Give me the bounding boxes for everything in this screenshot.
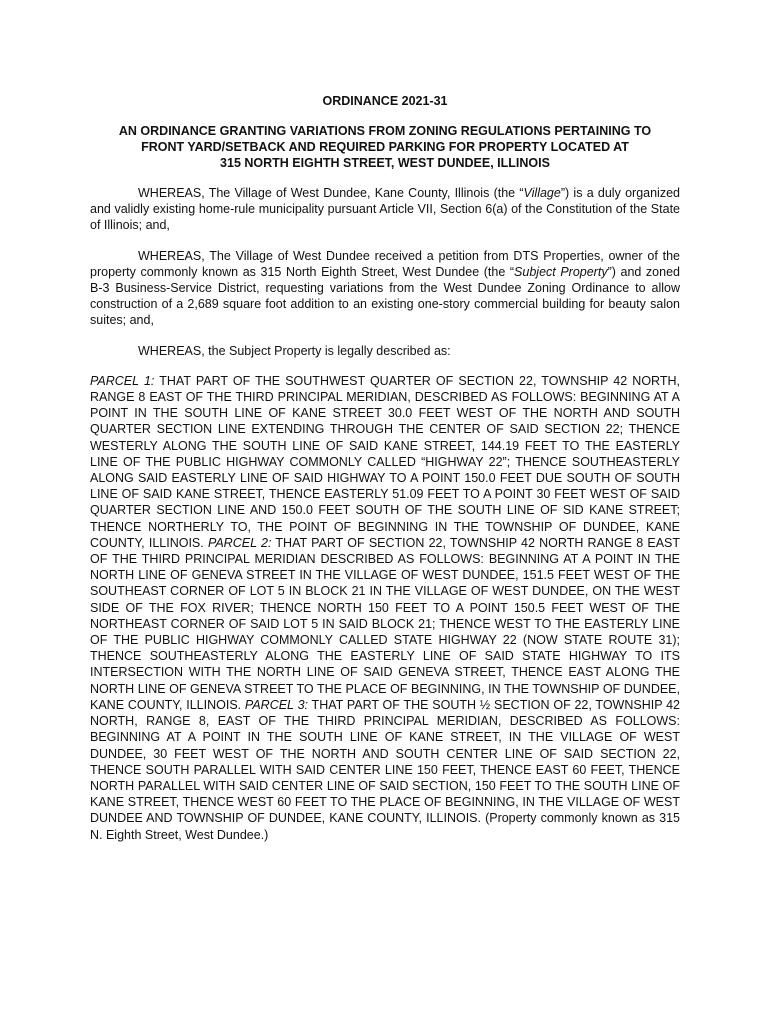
whereas-paragraph-1: WHEREAS, The Village of West Dundee, Kane County, Illinois (the “Village”) is a duly organized and validly existing home-rule municipality pursuant Article VII, Section 6(a) of the Constitution of the State of Illinois; and, <box>90 186 680 233</box>
parcel-1-label: PARCEL 1: <box>90 373 155 388</box>
parcel-3-text: THAT PART OF THE SOUTH ½ SECTION OF 22, TOWNSHIP 42 NORTH, RANGE 8, EAST OF THE THIRD PRINCIPAL MERIDIAN, DESCRIBED AS FOLLOWS: BEGINNING AT A POINT IN THE SOUTH LINE OF KANE STREET, IN THE VILLAGE OF WEST DUNDEE, 30 FEET WEST OF THE NORTH AND SOUTH CENTER LINE OF SAID SECTION 22, THENCE SOUTH PARALLEL WITH SAID CENTER LINE 150 FEET, THENCE EAST 60 FEET, THENCE NORTH PARALLEL WITH SAID CENTER LINE OF SAID SECTION, 150 FEET TO THE SOUTH LINE OF KANE STREET, THENCE WEST 60 FEET TO THE PLACE OF BEGINNING, IN THE VILLAGE OF WEST DUNDEE AND TOWNSHIP OF DUNDEE, KANE COUNTY, ILLINOIS. (Property commonly known as 315 N. Eighth Street, West Dundee.) <box>90 697 681 842</box>
ordinance-subtitle <box>90 123 680 171</box>
subtitle-line: FRONT YARD/SETBACK AND REQUIRED PARKING FOR PROPERTY LOCATED AT <box>141 140 629 154</box>
defined-term-village: Village <box>523 186 561 200</box>
legal-description <box>90 373 680 843</box>
parcel-2-label: PARCEL 2: <box>207 535 272 550</box>
parcel-3-label: PARCEL 3: <box>244 697 308 712</box>
parcel-2-text: THAT PART OF SECTION 22, TOWNSHIP 42 NORTH RANGE 8 EAST OF THE THIRD PRINCIPAL MERIDIAN DESCRIBED AS FOLLOWS: BEGINNING AT A POINT IN THE NORTH LINE OF GENEVA STREET IN THE VILLAGE OF WEST DUNDEE, 151.5 FEET WEST OF THE SOUTHEAST CORNER OF LOT 5 IN BLOCK 21 IN THE VILLAGE OF WEST DUNDEE, ON THE WEST SIDE OF THE FOX RIVER; THENCE NORTH 150 FEET TO A POINT 150.5 FEET WEST OF THE NORTHEAST CORNER OF SAID LOT 5 IN SAID BLOCK 21; THENCE WEST TO THE EASTERLY LINE OF THE PUBLIC HIGHWAY COMMONLY CALLED STATE HIGHWAY 22 (NOW STATE ROUTE 31); THENCE SOUTHEASTERLY ALONG THE EASTERLY LINE OF SAID STATE HIGHWAY TO ITS INTERSECTION WITH THE NORTH LINE OF SAID GENEVA STREET, THENCE EAST ALONG THE NORTH LINE OF GENEVA STREET TO THE PLACE OF BEGINNING, IN THE TOWNSHIP OF DUNDEE, KANE COUNTY, ILLINOIS. <box>90 535 681 712</box>
subtitle-line: AN ORDINANCE GRANTING VARIATIONS FROM ZONING REGULATIONS PERTAINING TO <box>118 124 652 138</box>
whereas-paragraph-2: WHEREAS, The Village of West Dundee received a petition from DTS Properties, owner of the property commonly known as 315 North Eighth Street, West Dundee (the “Subject Property”) and zoned B-3 Business-Service District, requesting variations from the West Dundee Zoning Ordinance to allow construction of a 2,689 square foot addition to an existing one-story commercial building for beauty salon suites; and, <box>90 248 680 328</box>
defined-term-subject-property: Subject Property <box>514 264 608 279</box>
whereas-paragraph-3: WHEREAS, the Subject Property is legally described as: <box>138 343 451 358</box>
ordinance-title: ORDINANCE 2021-31 <box>322 94 448 108</box>
subtitle-line: 315 NORTH EIGHTH STREET, WEST DUNDEE, ILLINOIS <box>220 156 550 170</box>
parcel-1-text: THAT PART OF THE SOUTHWEST QUARTER OF SECTION 22, TOWNSHIP 42 NORTH, RANGE 8 EAST OF THE THIRD PRINCIPAL MERIDIAN, DESCRIBED AS FOLLOWS: BEGINNING AT A POINT IN THE SOUTH LINE OF KANE STREET 30.0 FEET WEST OF THE NORTH AND SOUTH QUARTER SECTION LINE EXTENDING THROUGH THE CENTER OF SAID SECTION 22; THENCE WESTERLY ALONG THE SOUTH LINE OF SAID KANE STREET, 144.19 FEET TO THE EASTERLY LINE OF THE PUBLIC HIGHWAY COMMONLY CALLED “HIGHWAY 22”; THENCE SOUTHEASTERLY ALONG SAID EASTERLY LINE OF SAID HIGHWAY TO A POINT 150.0 FEET DUE SOUTH OF SOUTH LINE OF SAID KANE STREET, THENCE EASTERLY 51.09 FEET TO A POINT 30 FEET WEST OF SAID QUARTER SECTION LINE AND 150.0 FEET SOUTH OF THE SOUTH LINE OF SID KANE STREET; THENCE NORTHERLY TO, THE POINT OF BEGINNING IN THE TOWNSHIP OF DUNDEE, KANE COUNTY, ILLINOIS. <box>90 373 680 550</box>
